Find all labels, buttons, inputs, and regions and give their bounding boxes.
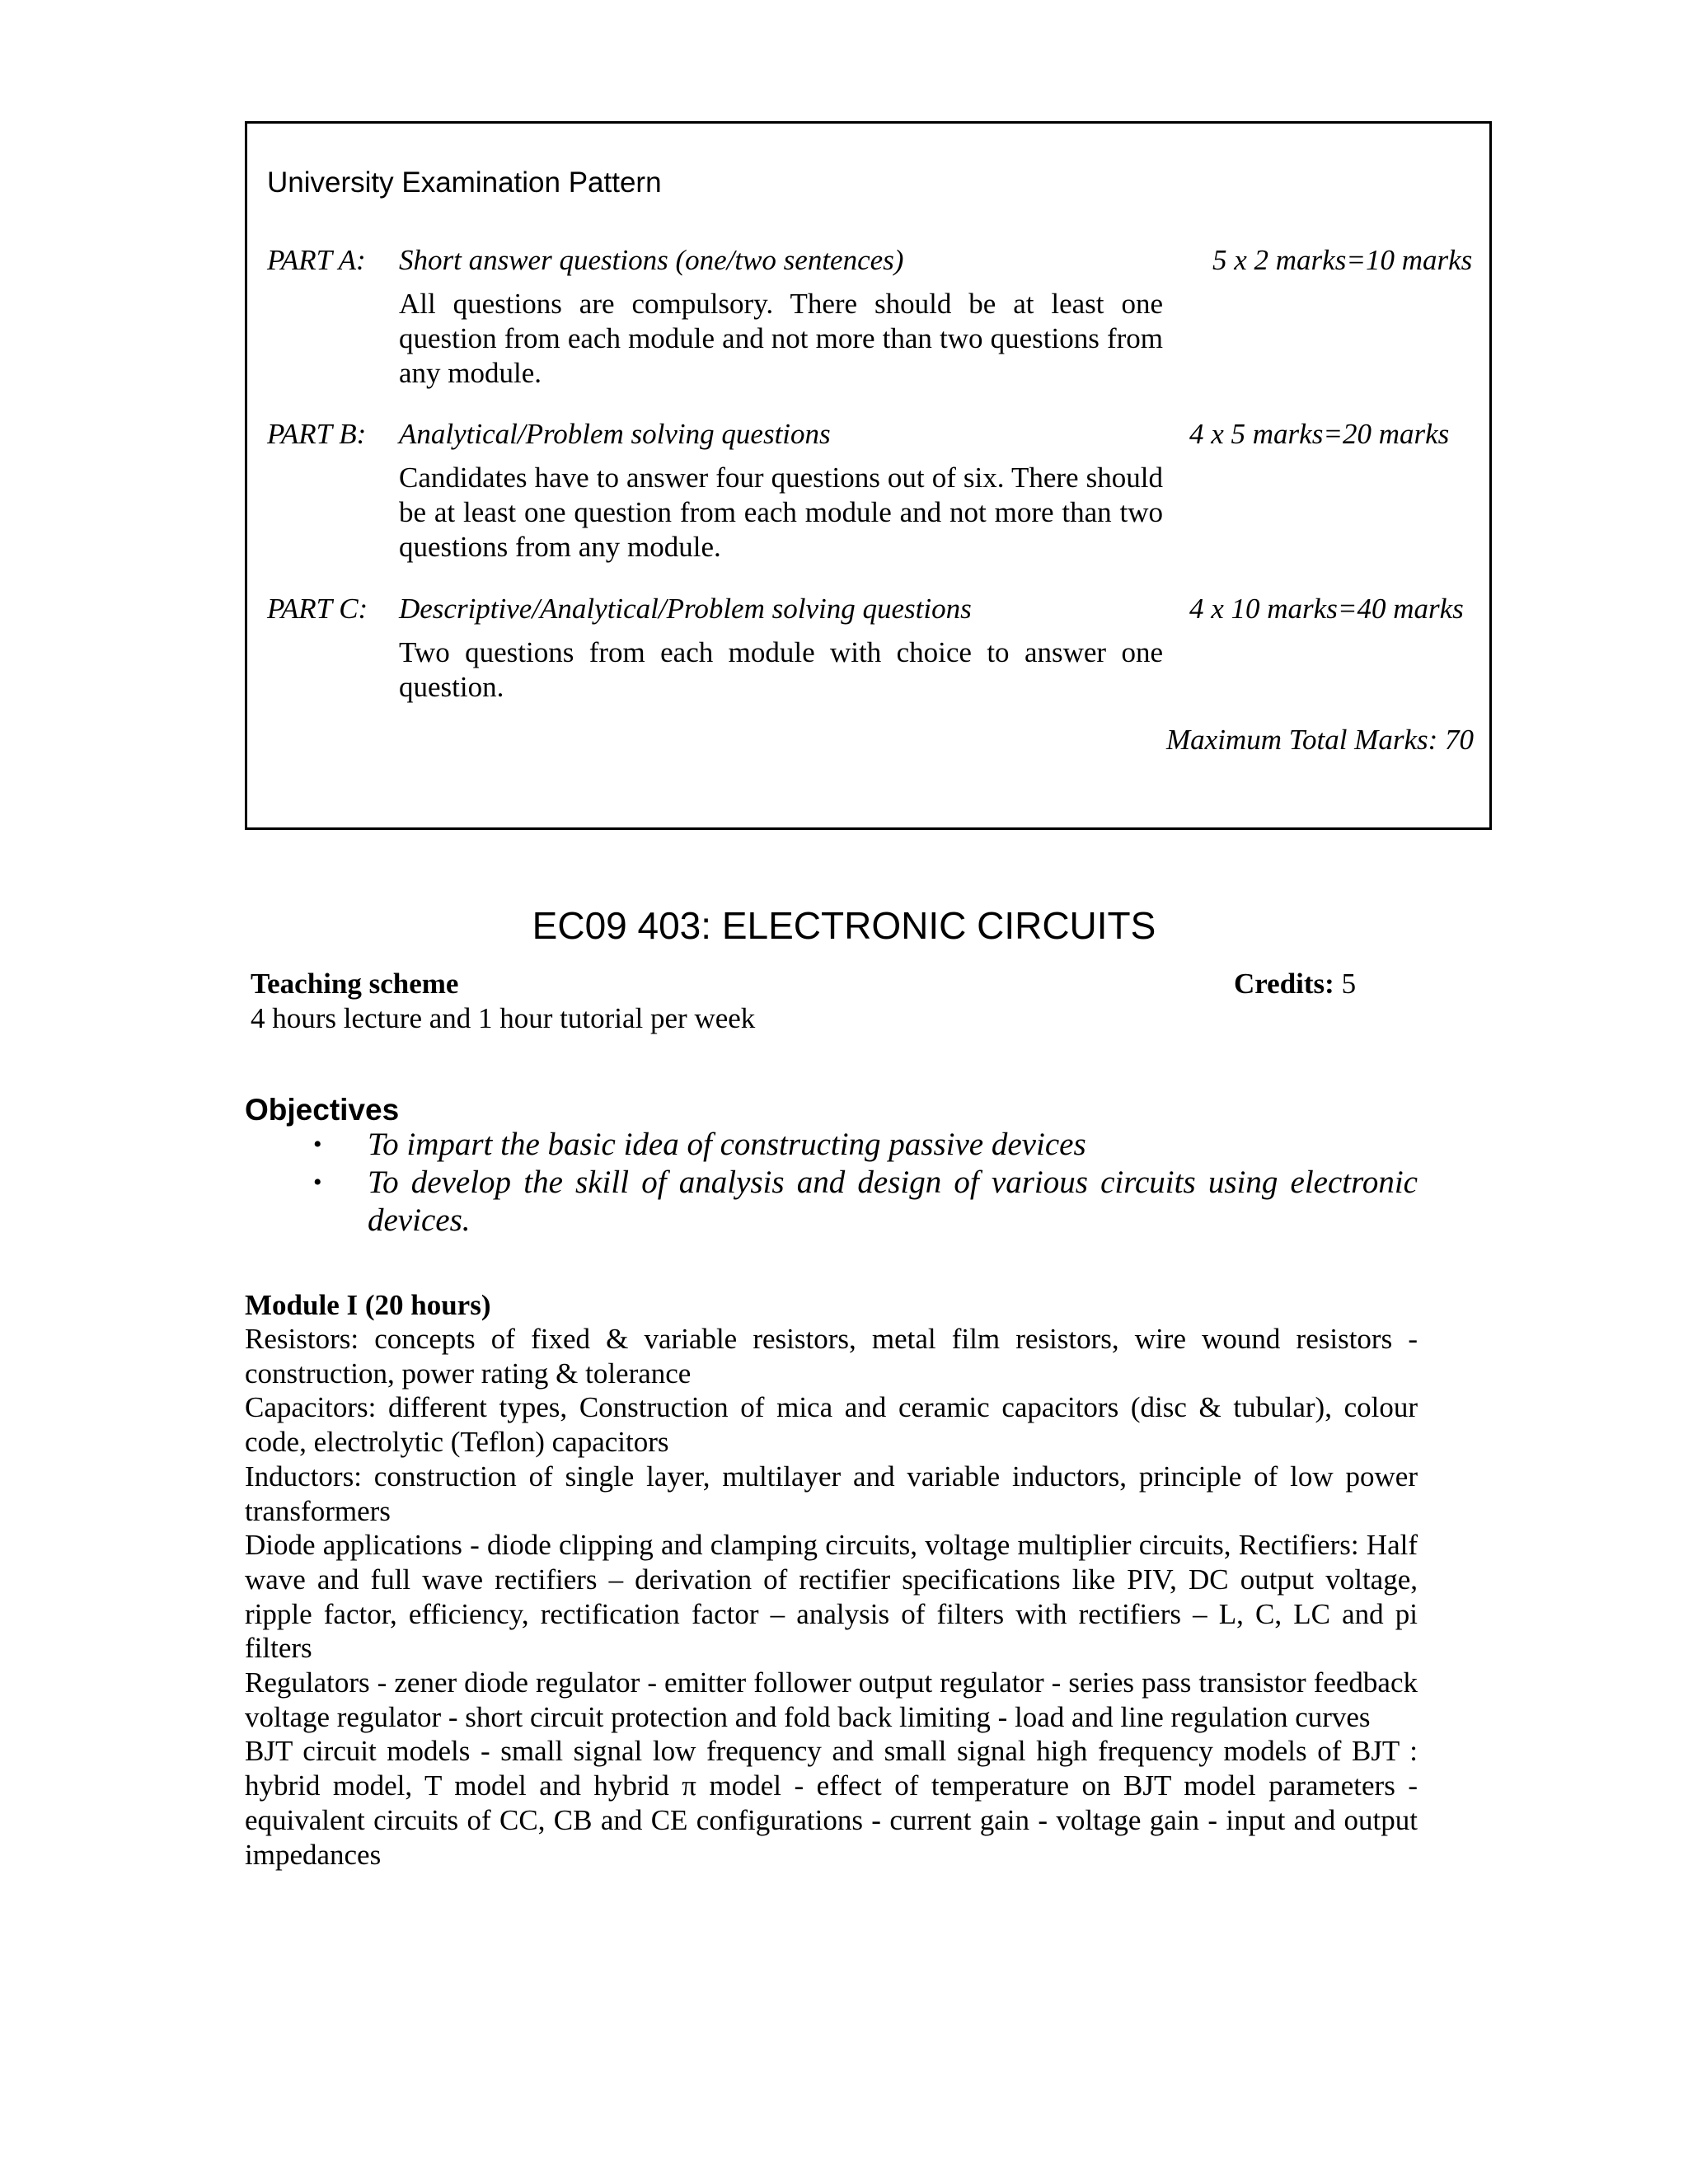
course-title: EC09 403: ELECTRONIC CIRCUITS — [532, 904, 1156, 947]
part-c-marks: 4 x 10 marks=40 marks — [1189, 593, 1464, 625]
module-1-paragraph-inductors: Inductors: construction of single layer, multilayer and variable inductors, principle of low power transformers — [245, 1460, 1418, 1527]
teaching-scheme-label: Teaching scheme — [251, 968, 459, 1000]
part-b-marks: 4 x 5 marks=20 marks — [1189, 418, 1450, 450]
part-b-label: PART B: — [267, 418, 367, 450]
module-1-paragraph-bjt-models: BJT circuit models - small signal low frequency and small signal high frequency models of BJT : hybrid model, T model and hybrid π model - effect of temperature on BJT model parameters - equivalent circuits of CC, CB and CE configurations - current gain - voltage gain - input and output impedances — [245, 1735, 1418, 1871]
credits-label: Credits: — [1234, 968, 1334, 1000]
objective-text: To develop the skill of analysis and design of various circuits using electronic devices. — [368, 1165, 1418, 1238]
credits-value: 5 — [1341, 968, 1357, 1000]
credits — [1234, 968, 1356, 1001]
exam-pattern-box — [245, 121, 1492, 830]
objective-item — [313, 1164, 1418, 1240]
module-1-body — [245, 1322, 1418, 1872]
teaching-detail: 4 hours lecture and 1 hour tutorial per week — [251, 1002, 756, 1034]
module-1-paragraph-resistors: Resistors: concepts of fixed & variable resistors, metal film resistors, wire wound resistors - construction, power rating & tolerance — [245, 1323, 1418, 1390]
part-b-question-type: Analytical/Problem solving questions — [399, 418, 831, 450]
part-c-question-type: Descriptive/Analytical/Problem solving questions — [399, 593, 972, 625]
part-c-description: Two questions from each module with choice to answer one question. — [399, 636, 1163, 703]
exam-pattern-title: University Examination Pattern — [267, 166, 662, 199]
part-c-label: PART C: — [267, 593, 368, 625]
objective-item — [313, 1126, 1418, 1164]
module-1-paragraph-regulators: Regulators - zener diode regulator - emitter follower output regulator - series pass transistor feedback voltage regulator - short circuit protection and fold back limiting - load and line regulation curves — [245, 1666, 1418, 1733]
bullet-icon: • — [313, 1131, 322, 1158]
objective-text: To impart the basic idea of constructing passive devices — [368, 1127, 1086, 1162]
objectives-heading: Objectives — [245, 1093, 400, 1127]
module-1-paragraph-diode-applications: Diode applications - diode clipping and clamping circuits, voltage multiplier circuits, Rectifiers: Half wave and full wave rectifiers – derivation of rectifier specifications like PIV, DC output voltage, ripple factor, efficiency, rectification factor – analysis of filters with rectifiers – L, C, LC and pi filters — [245, 1529, 1418, 1665]
module-1-paragraph-capacitors: Capacitors: different types, Construction of mica and ceramic capacitors (disc & tubular), colour code, electrolytic (Teflon) capacitors — [245, 1391, 1418, 1459]
part-a-description: All questions are compulsory. There should be at least one question from each module and not more than two questions from any module. — [399, 288, 1163, 389]
objectives-list — [313, 1126, 1418, 1240]
module-1-heading: Module I (20 hours) — [245, 1289, 491, 1321]
maximum-total-marks: Maximum Total Marks: 70 — [1166, 724, 1475, 756]
part-a-label: PART A: — [267, 244, 366, 276]
part-b-description: Candidates have to answer four questions out of six. There should be at least one question from each module and not more than two questions from any module. — [399, 462, 1163, 563]
part-a-question-type: Short answer questions (one/two sentences) — [399, 244, 904, 276]
part-a-marks: 5 x 2 marks=10 marks — [1212, 244, 1473, 276]
bullet-icon: • — [313, 1169, 322, 1196]
